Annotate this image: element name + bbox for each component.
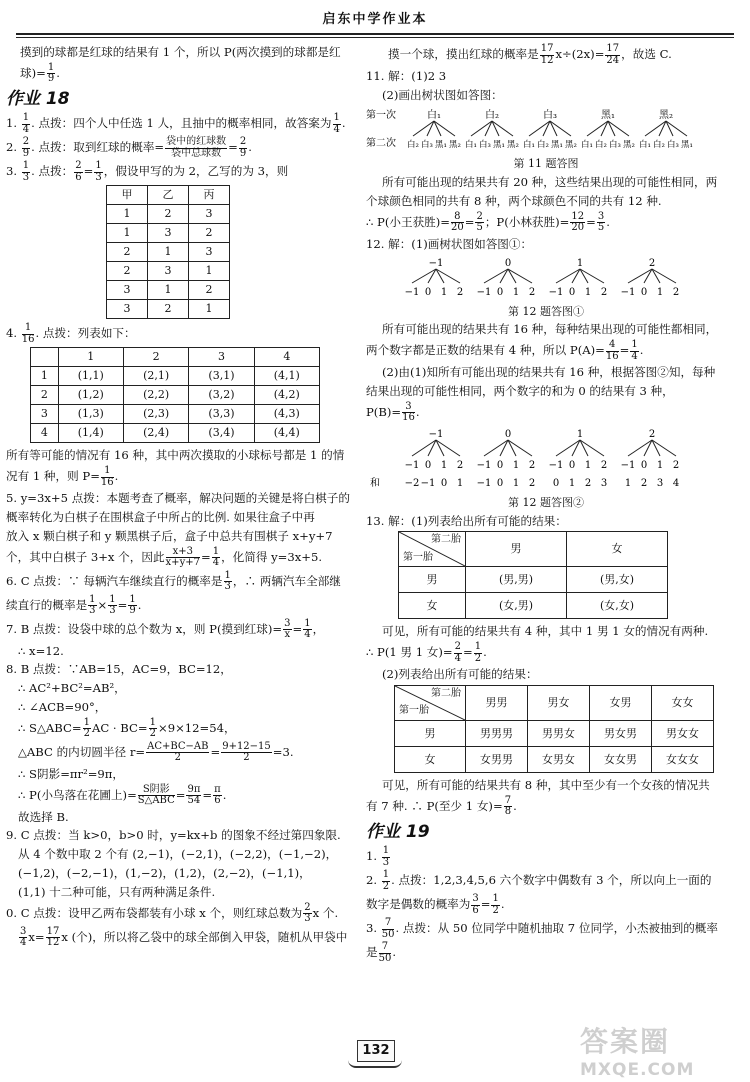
answer-11-c: 所有可能出现的结果共有 20 种，这些结果出现的可能性相同，两 xyxy=(382,175,718,190)
answer-5-c: 放入 x 颗白棋子和 y 颗黑棋子后，盒子中总共有围棋子 x+y+7 xyxy=(6,528,333,543)
tree11-child: 白₁ xyxy=(639,139,651,150)
tree12b-child: 1 xyxy=(656,459,664,471)
intro-line: 摸到的球都是红球的结果有 1 个，所以 P(两次摸到的球都是红 xyxy=(20,45,341,59)
tree11-child: 白₃ xyxy=(479,139,491,150)
answer-11: 11. 解：(1)2 3 xyxy=(366,69,447,83)
tree12a-child: 2 xyxy=(672,286,680,298)
tree12b-child: −1 xyxy=(404,459,420,471)
tree12b-sum-label: 和 xyxy=(370,477,380,489)
corner-cell: 第二胎 第一胎 xyxy=(399,532,466,567)
answer-7-b: ∴ x=12. xyxy=(18,643,64,658)
tree12a-child: 0 xyxy=(640,286,648,298)
tree11-child: 黑₁ xyxy=(435,139,447,150)
tree12a-child: 0 xyxy=(496,286,504,298)
answer-5: 5. y=3x+5 点拨：本题考查了概率，解决问题的关键是将白棋子的 xyxy=(6,491,350,506)
answer-12-d: (2)由(1)知所有可能出现的结果共有 16 种，根据答图②知，每种 xyxy=(382,365,716,380)
tree11-child: 黑₂ xyxy=(507,139,519,150)
tree12b-child: −1 xyxy=(548,459,564,471)
answer-19-3: 3. $\frac{7}{50}$ . 点拨：从 50 位同学中随机抽取 7 位同学，小杰被抽到的概率 xyxy=(366,917,718,940)
tree12a-child: 0 xyxy=(568,286,576,298)
answer-13-e: 可见，所有可能的结果共有 8 种，其中至少有一个女孩的情况共 xyxy=(382,777,710,792)
tree11-parent: 黑₁ xyxy=(600,109,616,121)
page-header: 启东中学作业本 xyxy=(322,12,428,27)
tree11-child: 黑₂ xyxy=(449,139,461,150)
tree12b-sum: 1 xyxy=(456,477,464,489)
tree12b-child: 0 xyxy=(424,459,432,471)
answer-6: 6. C 点拨：∵ 每辆汽车继续直行的概率是 $\frac{1}{3}$ ，∴ 两辆汽车全部继 xyxy=(6,569,341,593)
answer-10: 0. C 点拨：设甲乙两布袋都装有小球 x 个，则红球总数为 $\frac{2}{3}$ x 个. xyxy=(6,901,339,925)
answer-7: 7. B 点拨：设袋中球的总个数为 x，则 P(摸到红球)= $\frac{3}{x}$ = $\frac{1}{4}$ ， xyxy=(6,617,325,641)
answer-8-g: ∴ P(小鸟落在花圃上)= $\frac{\text{S阴影}}{\text{S△ABC}}$ = $\frac{9\pi}{54}$ = $\frac{\pi}{6}$ . xyxy=(18,783,227,807)
tree11-second-label: 第二次 xyxy=(366,137,396,149)
tree11-child: 白₁ xyxy=(465,139,477,150)
tree12b-sum: 0 xyxy=(440,477,448,489)
tree-12-2-caption: 第 12 题答图② xyxy=(508,495,584,509)
answer-19-1: 1. $\frac{1}{3}$ xyxy=(366,845,390,868)
tree11-child: 黑₂ xyxy=(623,139,635,150)
tree12b-child: 2 xyxy=(456,459,464,471)
tree12a-child: −1 xyxy=(404,286,420,298)
answer-8-h: 故选择 B. xyxy=(18,809,69,824)
answer-10-cont: 摸一个球，摸出红球的概率是 $\frac{17}{12}$ x÷(2x)= $\frac{17}{24}$ ，故选 C. xyxy=(388,43,672,66)
answer-13: 13. 解：(1)列表给出所有可能的结果： xyxy=(366,513,567,528)
answer-11-b: (2)画出树状图如答图： xyxy=(382,87,503,102)
answer-13-c: ∴ P(1 男 1 女)= $\frac{2}{4}$ = $\frac{1}{2}$ . xyxy=(366,641,487,664)
tree12b-sum: 1 xyxy=(568,477,576,489)
header-rule-thin xyxy=(16,37,734,38)
answer-10-b: $\frac{3}{4}$ x= $\frac{17}{12}$ x (个)，所以将乙袋中的球全部倒入甲袋，随机从甲袋中 xyxy=(20,925,348,949)
tree11-child: 白₃ xyxy=(609,139,621,150)
watermark: 答案圈 MXQE.COM xyxy=(580,1025,695,1080)
tree12a-parent: 1 xyxy=(576,257,584,269)
table-perm: 甲 乙 丙 1 2 3 1 3 2 2 1 3 2 3 1 3 1 2 3 2 1 xyxy=(106,185,230,319)
tree11-child: 白₃ xyxy=(421,139,433,150)
tree12b-child: 2 xyxy=(672,459,680,471)
answer-9-d: (1,1) 十二种可能，只有两种满足条件. xyxy=(18,884,216,899)
answer-9: 9. C 点拨：当 k>0，b>0 时，y=kx+b 的图象不经过第四象限. xyxy=(6,828,341,843)
answer-4-explain: 所有等可能的情况有 16 种，其中两次摸取的小球标号都是 1 的情 xyxy=(6,448,345,463)
tree12a-parent: 2 xyxy=(648,257,656,269)
tree11-child: 白₂ xyxy=(407,139,419,150)
tree-diagram-12-1 xyxy=(366,255,726,299)
tree12a-child: 1 xyxy=(512,286,520,298)
tree12b-sum: 2 xyxy=(584,477,592,489)
tree12b-child: 0 xyxy=(568,459,576,471)
tree12b-sum: 1 xyxy=(512,477,520,489)
answer-8: 8. B 点拨：∵AB=15，AC=9，BC=12， xyxy=(6,662,232,677)
tree12b-sum: −1 xyxy=(476,477,492,489)
tree12b-child: 0 xyxy=(640,459,648,471)
tree12b-child: 1 xyxy=(440,459,448,471)
answer-2: 2. $\frac{2}{9}$ . 点拨：取到红球的概率= $\frac{\text{袋中的红球数}}{\text{袋中总球数}}$ = $\frac{2}{9}$ . xyxy=(6,136,252,159)
answer-13-b: 可见，所有可能的结果共有 4 种，其中 1 男 1 女的情况有两种. xyxy=(382,624,709,639)
answer-8-d: ∴ S△ABC= $\frac{1}{2}$ AC · BC= $\frac{1}{2}$ ×9×12=54， xyxy=(18,716,236,740)
tree11-child: 白₂ xyxy=(653,139,665,150)
answer-13-f: 有 7 种. ∴ P(至少 1 女)= $\frac{7}{8}$ . xyxy=(366,794,517,818)
answer-19-2: 2. $\frac{1}{2}$ . 点拨：1,2,3,4,5,6 六个数字中偶数有 3 个，所以向上一面的 xyxy=(366,869,712,892)
tree-12-1-caption: 第 12 题答图① xyxy=(508,304,584,318)
tree12b-sum: 0 xyxy=(552,477,560,489)
corner-cell-2: 第二胎 第一胎 xyxy=(395,685,466,720)
tree12b-sum: −1 xyxy=(420,477,436,489)
answer-4-explain-2: 况有 1 种，则 P= $\frac{1}{16}$ . xyxy=(6,465,119,488)
tree12b-parent: 0 xyxy=(504,428,512,440)
tree11-child: 白₂ xyxy=(595,139,607,150)
answer-8-c: ∴ ∠ACB=90°， xyxy=(18,700,107,715)
tree12b-sum: 3 xyxy=(600,477,608,489)
header-rule xyxy=(16,33,734,35)
tree12b-sum: 4 xyxy=(672,477,680,489)
tree12b-child: 1 xyxy=(584,459,592,471)
table-three-births: 第二胎 第一胎 男男 男女 女男 女女 男 男男男 男男女 男女男 男女女 女 女男男 女男女 女女男 女女女 xyxy=(394,685,714,773)
answer-12-c: 两个数字都是正数的结果有 4 种，所以 P(A)= $\frac{4}{16}$ = $\frac{1}{4}$ . xyxy=(366,339,644,362)
tree12b-sum: 0 xyxy=(496,477,504,489)
tree11-parent: 白₃ xyxy=(542,109,558,121)
tree12a-child: 2 xyxy=(528,286,536,298)
answer-8-f: ∴ S阴影=πr²=9π， xyxy=(18,766,125,781)
table-pairs: 1 2 3 4 1 (1,1) (2,1) (3,1) (4,1) 2 (1,2) (2,2) (3,2) (4,2) 3 (1,3) (2,3) (3,3) (4,3) 4 (1,4) (2,4) (3,4) (4,4) xyxy=(30,347,320,443)
intro-line-2: 球)= $\frac{1}{9}$ . xyxy=(20,61,60,85)
tree11-child: 白₃ xyxy=(667,139,679,150)
answer-3: 3. $\frac{1}{3}$ . 点拨： $\frac{2}{6}$ = $\frac{1}{3}$ ，假设甲写的为 2，乙写的为 3，则 xyxy=(6,160,289,183)
answer-11-e: ∴ P(小王获胜)= $\frac{8}{20}$ = $\frac{2}{5}$ ；P(小林获胜)= $\frac{12}{20}$ = $\frac{3}{5}$ . xyxy=(366,210,610,234)
tree12a-child: −1 xyxy=(548,286,564,298)
answer-13-d: (2)列表给出所有可能的结果： xyxy=(382,667,538,682)
tree12a-child: −1 xyxy=(476,286,492,298)
answer-6-b: 续直行的概率是 $\frac{1}{3}$ × $\frac{1}{3}$ = $\frac{1}{9}$ . xyxy=(6,593,142,617)
page-number: 132 xyxy=(357,1040,395,1062)
tree12b-sum: 1 xyxy=(624,477,632,489)
answer-12-e: 结果出现的可能性相同，两个数字的和为 0 的结果有 3 种， xyxy=(366,384,674,399)
tree-11-caption: 第 11 题答图 xyxy=(513,157,579,171)
answer-12-f: P(B)= $\frac{3}{16}$ . xyxy=(366,400,420,424)
tree11-child: 白₁ xyxy=(523,139,535,150)
tree12a-parent: 0 xyxy=(504,257,512,269)
answer-9-c: (−1,2)，(−2,−1)，(1,−2)，(1,2)，(2,−2)，(−1,1)， xyxy=(18,866,311,880)
answer-12: 12. 解：(1)画树状图如答图①： xyxy=(366,236,533,251)
tree12a-child: 0 xyxy=(424,286,432,298)
tree11-child: 黑₂ xyxy=(565,139,577,150)
tree12b-sum: −2 xyxy=(404,477,420,489)
tree11-parent: 白₂ xyxy=(484,109,500,121)
tree12b-child: 0 xyxy=(496,459,504,471)
tree12b-parent: 1 xyxy=(576,428,584,440)
answer-19-2-b: 数字是偶数的概率为 $\frac{3}{6}$ = $\frac{1}{2}$ . xyxy=(366,893,505,916)
tree12a-child: 2 xyxy=(456,286,464,298)
tree12a-child: 1 xyxy=(440,286,448,298)
tree12b-sum: 3 xyxy=(656,477,664,489)
answer-11-d: 个球颜色相同的共有 8 种，两个球颜色不同的共有 12 种. xyxy=(366,194,662,209)
tree12b-parent: −1 xyxy=(428,428,444,440)
answer-8-e: △ABC 的内切圆半径 r= $\frac{AC+BC-AB}{2}$ = $\frac{9+12-15}{2}$ =3. xyxy=(18,740,294,764)
answer-5-b: 概率转化为白棋子在围棋盒子中所占的比例. 如果往盒子中再 xyxy=(6,510,315,525)
tree11-parent: 白₁ xyxy=(426,109,442,121)
tree12b-child: −1 xyxy=(476,459,492,471)
section-title-18: 作业 18 xyxy=(6,88,70,109)
right-column xyxy=(366,44,726,966)
tree12b-child: 1 xyxy=(512,459,520,471)
tree11-parent: 黑₂ xyxy=(658,109,674,121)
tree11-child: 黑₁ xyxy=(681,139,693,150)
answer-9-b: 从 4 个数中取 2 个有 (2,−1)，(−2,1)，(−2,2)，(−1,−2)， xyxy=(18,847,338,862)
section-title-19: 作业 19 xyxy=(366,821,430,842)
answer-1: 1. $\frac{1}{4}$ . 点拨：四个人中任选 1 人，且抽中的概率相同，故答案为 $\frac{1}{4}$ . xyxy=(6,112,346,135)
tree12b-sum: 2 xyxy=(640,477,648,489)
answer-12-b: 所有可能出现的结果共有 16 种，每种结果出现的可能性都相同， xyxy=(382,322,718,337)
answer-8-b: ∴ AC²+BC²=AB²， xyxy=(18,681,126,696)
tree11-child: 黑₁ xyxy=(493,139,505,150)
tree11-child: 白₂ xyxy=(537,139,549,150)
table-two-births: 第二胎 第一胎 男 女 男 (男,男) (男,女) 女 (女,男) (女,女) xyxy=(398,531,668,619)
tree12b-child: 2 xyxy=(600,459,608,471)
answer-4: 4. $\frac{1}{16}$ . 点拨：列表如下： xyxy=(6,322,136,345)
tree12b-child: −1 xyxy=(620,459,636,471)
tree-diagram-11 xyxy=(366,106,726,152)
tree12b-child: 2 xyxy=(528,459,536,471)
tree12b-parent: 2 xyxy=(648,428,656,440)
tree12a-parent: −1 xyxy=(428,257,444,269)
tree-diagram-12-2 xyxy=(366,426,726,490)
answer-19-3-b: 是 $\frac{7}{50}$ . xyxy=(366,941,397,964)
tree12a-child: 2 xyxy=(600,286,608,298)
tree12a-child: −1 xyxy=(620,286,636,298)
tree11-first-label: 第一次 xyxy=(366,109,396,121)
tree12a-child: 1 xyxy=(656,286,664,298)
tree11-child: 黑₁ xyxy=(551,139,563,150)
left-column xyxy=(6,44,358,951)
tree11-child: 白₁ xyxy=(581,139,593,150)
tree12a-child: 1 xyxy=(584,286,592,298)
answer-5-d: 个，其中白棋子 3+x 个，因此 $\frac{x+3}{x+y+7}$ = $\frac{1}{4}$ ，化简得 y=3x+5. xyxy=(6,545,323,569)
tree12b-sum: 2 xyxy=(528,477,536,489)
